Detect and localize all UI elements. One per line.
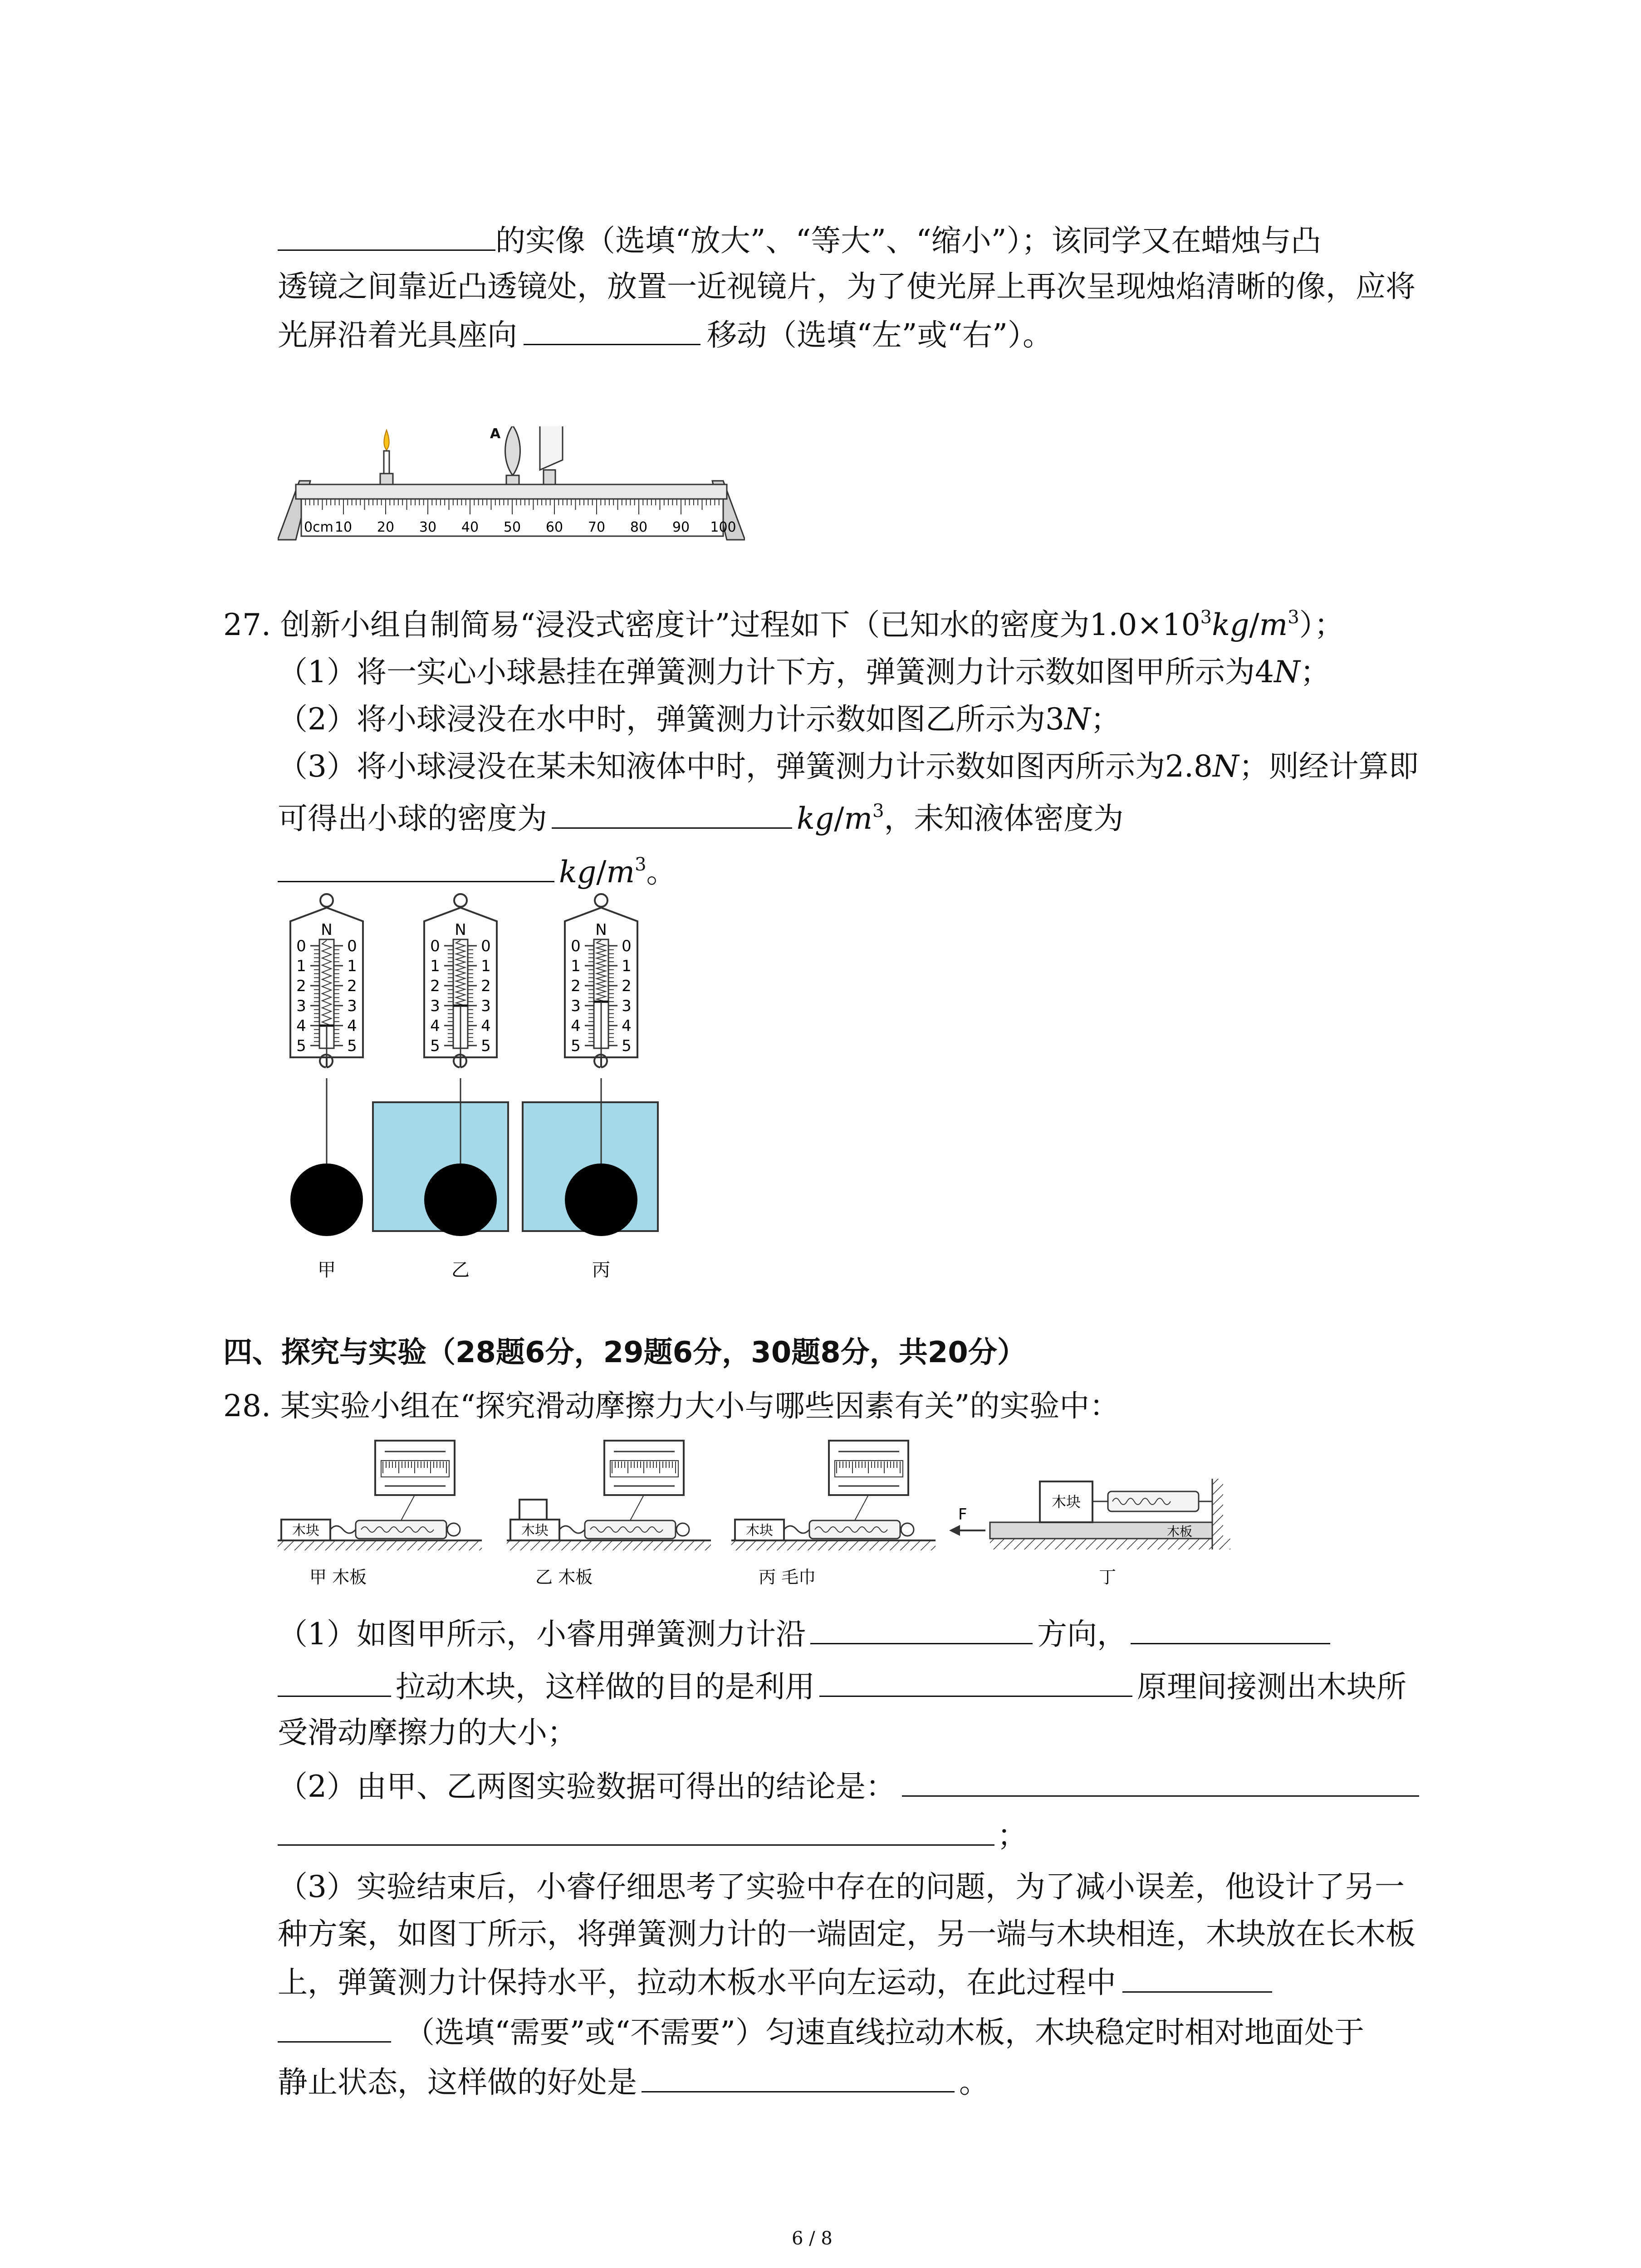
ruler-label: 90 [672,519,690,535]
ruler-label: 20 [377,519,395,535]
weight [519,1500,547,1520]
scale-number: 4 [296,1017,306,1035]
q26-line-1 [278,221,1321,259]
q28-p3-text-c: 上，弹簧测力计保持水平，拉动木板水平向左运动，在此过程中 [278,1965,1116,2000]
friction-setup [731,1441,936,1550]
convex-lens [490,426,520,484]
connector [330,1526,356,1533]
q27-line-5-after: ，未知液体密度为 [884,801,1124,836]
scale-number: 5 [296,1037,306,1055]
ground-hatch [731,1540,936,1550]
scale-number: 4 [622,1017,632,1035]
scale-number: 3 [347,997,357,1015]
scale-number: 1 [430,957,440,975]
board-label: 木板 [1167,1524,1193,1539]
q28-part-1-line-2 [278,1667,1406,1705]
q28-part-1-line-3 [278,1715,577,1751]
scale-unit-label: N [455,921,466,939]
q28-stem [223,1388,1119,1424]
scale-unit-label: N [321,921,333,939]
q27-step-3 [278,748,1419,785]
horizontal-scale [356,1520,446,1539]
scale-number: 1 [622,957,632,975]
q28-p2-text: （2）由甲、乙两图实验数据可得出的结论是： [278,1769,896,1804]
magnifier-pointer [630,1495,644,1520]
q27-line-6-end: 。 [646,855,676,890]
pull-manner-blank-a[interactable] [1131,1615,1330,1644]
connector [784,1526,809,1533]
principle-blank[interactable] [819,1667,1132,1697]
spring-scale [565,894,637,1236]
scale-number: 3 [296,997,306,1015]
section-4-heading: 四、探究与实验（28题6分，29题6分，30题8分，共20分） [223,1336,1026,1369]
pull-direction-blank[interactable] [810,1615,1033,1644]
optical-bench-drawing [278,426,745,544]
scale-number: 1 [296,957,306,975]
scale-number: 0 [296,937,306,955]
scale-unit-label: N [595,921,607,939]
magnifier-pointer [401,1495,415,1520]
pull-ring [676,1523,689,1536]
q28-p3-text-a: （3）实验结束后，小睿仔细思考了实验中存在的问题，为了减小误差，他设计了另一 [278,1869,1405,1904]
friction-figure [278,1433,1230,1592]
advantage-blank[interactable] [642,2063,955,2092]
q28-part-3-line-1 [278,1869,1405,1905]
q26-line-3-text-b: 移动（选填“左”或“右”）。 [707,318,1053,352]
scale-number: 2 [481,977,491,995]
friction-drawing [278,1433,1230,1592]
scale-number: 5 [622,1037,632,1055]
scale-number: 2 [347,977,357,995]
force-label: F [958,1505,967,1524]
block-label: 木块 [746,1523,773,1539]
block-label: 木块 [521,1523,549,1539]
scale-number: 3 [481,997,491,1015]
q27-step-3-end: ；则经计算即 [1239,749,1419,784]
liquid-density-unit-kg: kg [559,855,597,890]
caption-ding: 丁 [1099,1567,1117,1587]
horizontal-scale [809,1520,900,1539]
scale-number: 1 [347,957,357,975]
connector [559,1526,585,1533]
pull-ring [447,1523,460,1536]
q27-step-1-unit: N [1274,655,1300,689]
ruler-label: 60 [545,519,563,535]
scale-ring [320,894,333,907]
scale-number: 4 [347,1017,357,1035]
ruler-label: 0cm [304,519,333,535]
ball-density-blank[interactable] [552,799,792,829]
scale-number: 5 [481,1037,491,1055]
q27-step-1-text: （1）将一实心小球悬挂在弹簧测力计下方，弹簧测力计示数如图甲所示为4 [278,655,1274,689]
ball-density-unit-exponent: 3 [872,801,884,821]
scale-number: 3 [430,997,440,1015]
q27-step-2-unit: N [1064,702,1091,737]
spring-scale-figure [278,891,695,1286]
scale-number: 1 [571,957,581,975]
q28-p3-text-d: （选填“需要”或“不需要”）匀速直线拉动木板，木块稳定时相对地面处于 [405,2015,1364,2050]
q28-part-2-line-2 [278,1816,1027,1854]
scale-number: 2 [571,977,581,995]
q28-p1-text-b: 方向， [1037,1617,1127,1652]
q28-part-3-line-3 [278,1963,1272,2001]
ding-block-label: 木块 [1051,1493,1081,1510]
scale-number: 3 [622,997,632,1015]
spring-scales [290,894,637,1236]
q26-line-3-text-a: 光屏沿着光具座向 [278,318,517,352]
caption-yi: 乙 [451,1260,470,1281]
q27-stem-unit-exponent: 3 [1288,607,1299,628]
q28-p3-text-b: 种方案，如图丁所示，将弹簧测力计的一端固定，另一端与木块相连，木块放在长木板 [278,1916,1416,1951]
ruler-label: 100 [710,519,736,535]
ball-density-unit-kg: kg [797,801,834,836]
scale-number: 1 [481,957,491,975]
ruler-label: 50 [503,519,521,535]
scale-number: 3 [571,997,581,1015]
ruler-label: 30 [419,519,437,535]
horizontal-scale [585,1520,676,1539]
q28-p1-text-e: 受滑动摩擦力的大小； [278,1715,577,1750]
q28-p2-end: ； [997,1818,1027,1853]
q26-line-2 [278,269,1416,305]
liquid-density-blank[interactable] [278,853,554,882]
ground-hatch [507,1540,711,1550]
scale-number: 4 [430,1017,440,1035]
ball [565,1163,637,1236]
q27-step-2-text: （2）将小球浸没在水中时，弹簧测力计示数如图乙所示为3 [278,702,1064,737]
scale-number: 2 [296,977,306,995]
q26-line-3 [278,316,1053,353]
friction-setups [278,1441,936,1550]
q28-p3-end: 。 [959,2065,989,2100]
q28-p1-text-d: 原理间接测出木块所 [1137,1669,1406,1704]
scale-number: 5 [347,1037,357,1055]
candle [380,430,393,484]
scale-ring [595,894,607,907]
page-number: 6 / 8 [792,2228,833,2249]
q27-stem [223,607,1344,643]
caption-bing: 丙 [592,1260,610,1281]
need-uniform-blank-b[interactable] [278,2013,391,2043]
q27-stem-text: 27. 创新小组自制简易“浸没式密度计”过程如下（已知水的密度为1.0×10 [223,607,1200,642]
spring-scale-drawing [278,891,695,1286]
scale-number: 0 [571,937,581,955]
q27-step-2-end: ； [1090,702,1121,737]
q26-line-1-text: 的实像（选填“放大”、“等大”、“缩小”）；该同学又在蜡烛与凸 [495,223,1321,258]
q27-step-2 [278,701,1121,738]
q27-stem-unit-m: m [1259,607,1288,642]
q27-line-6 [278,853,676,890]
liquid-density-unit-m: m [606,855,635,890]
optical-bench-figure [278,426,745,544]
q28-part-3-line-5 [278,2063,989,2101]
caption-jia-board: 甲 木板 [309,1567,367,1587]
q28-p1-text-c: 拉动木块，这样做的目的是利用 [396,1669,815,1704]
q27-stem-unit-kg: kg [1212,607,1249,642]
q27-stem-unit-slash: / [1249,607,1259,642]
ball-density-unit-m: m [844,801,873,836]
scale-number: 5 [430,1037,440,1055]
caption-jia: 甲 [318,1260,336,1281]
q28-p1-text-a: （1）如图甲所示，小睿用弹簧测力计沿 [278,1617,806,1652]
q27-stem-exponent: 3 [1200,607,1212,628]
ruler-label: 10 [334,519,353,535]
q27-step-1 [278,654,1330,690]
scale-number: 4 [481,1017,491,1035]
q27-step-3-text: （3）将小球浸没在某未知液体中时，弹簧测力计示数如图丙所示为2.8 [278,749,1213,784]
friction-setup [507,1441,711,1550]
ball-density-unit-slash: / [834,801,844,836]
light-screen [540,426,563,484]
magnifier-pointer [855,1495,868,1520]
ground-hatch [278,1540,482,1550]
block-label: 木块 [292,1523,319,1539]
q28-part-2-line-1 [278,1767,1419,1805]
friction-setup [278,1441,482,1550]
q27-stem-end: ）； [1299,607,1344,642]
scale-number: 5 [571,1037,581,1055]
ball [424,1163,497,1236]
liquid-density-unit-exponent: 3 [635,854,647,875]
q28-part-3-line-2 [278,1916,1416,1952]
q27-line-5 [278,799,1124,837]
scale-number: 2 [622,977,632,995]
spring-scale [424,894,497,1236]
ruler-label: 70 [588,519,606,535]
setup-ding [949,1479,1230,1549]
q28-part-1-line-1 [278,1615,1330,1652]
q27-step-3-unit: N [1212,749,1239,784]
q27-line-5-text: 可得出小球的密度为 [278,801,547,836]
q26-image-type-blank[interactable] [278,221,495,251]
lens-label: A [490,426,501,442]
q28-stem-text: 28. 某实验小组在“探究滑动摩擦力大小与哪些因素有关”的实验中： [223,1388,1120,1423]
ruler-label: 40 [461,519,479,535]
q26-direction-blank[interactable] [524,316,700,345]
scale-number: 0 [347,937,357,955]
q26-line-2-text: 透镜之间靠近凸透镜处，放置一近视镜片，为了使光屏上再次呈现烛焰清晰的像，应将 [278,269,1416,304]
conclusion-blank-a[interactable] [902,1767,1419,1797]
q28-p3-text-e: 静止状态，这样做的好处是 [278,2065,637,2100]
need-uniform-blank-a[interactable] [1122,1963,1272,1993]
scale-number: 4 [571,1017,581,1035]
ruler-label: 80 [630,519,648,535]
scale-number: 2 [430,977,440,995]
scale-number: 0 [481,937,491,955]
q27-step-1-end: ； [1300,655,1330,689]
scale-number: 0 [622,937,632,955]
q28-part-3-line-4 [278,2013,1364,2051]
pull-ring [901,1523,914,1536]
scale-ring [454,894,467,907]
ball [290,1163,363,1236]
liquid-density-unit-slash: / [596,855,607,890]
caption-bing-towel: 丙 毛巾 [759,1567,816,1587]
pull-manner-blank-b[interactable] [278,1667,391,1697]
spring-scale [290,894,363,1236]
conclusion-blank-b[interactable] [278,1816,994,1846]
scale-number: 0 [430,937,440,955]
caption-yi-board: 乙 木板 [535,1567,593,1587]
